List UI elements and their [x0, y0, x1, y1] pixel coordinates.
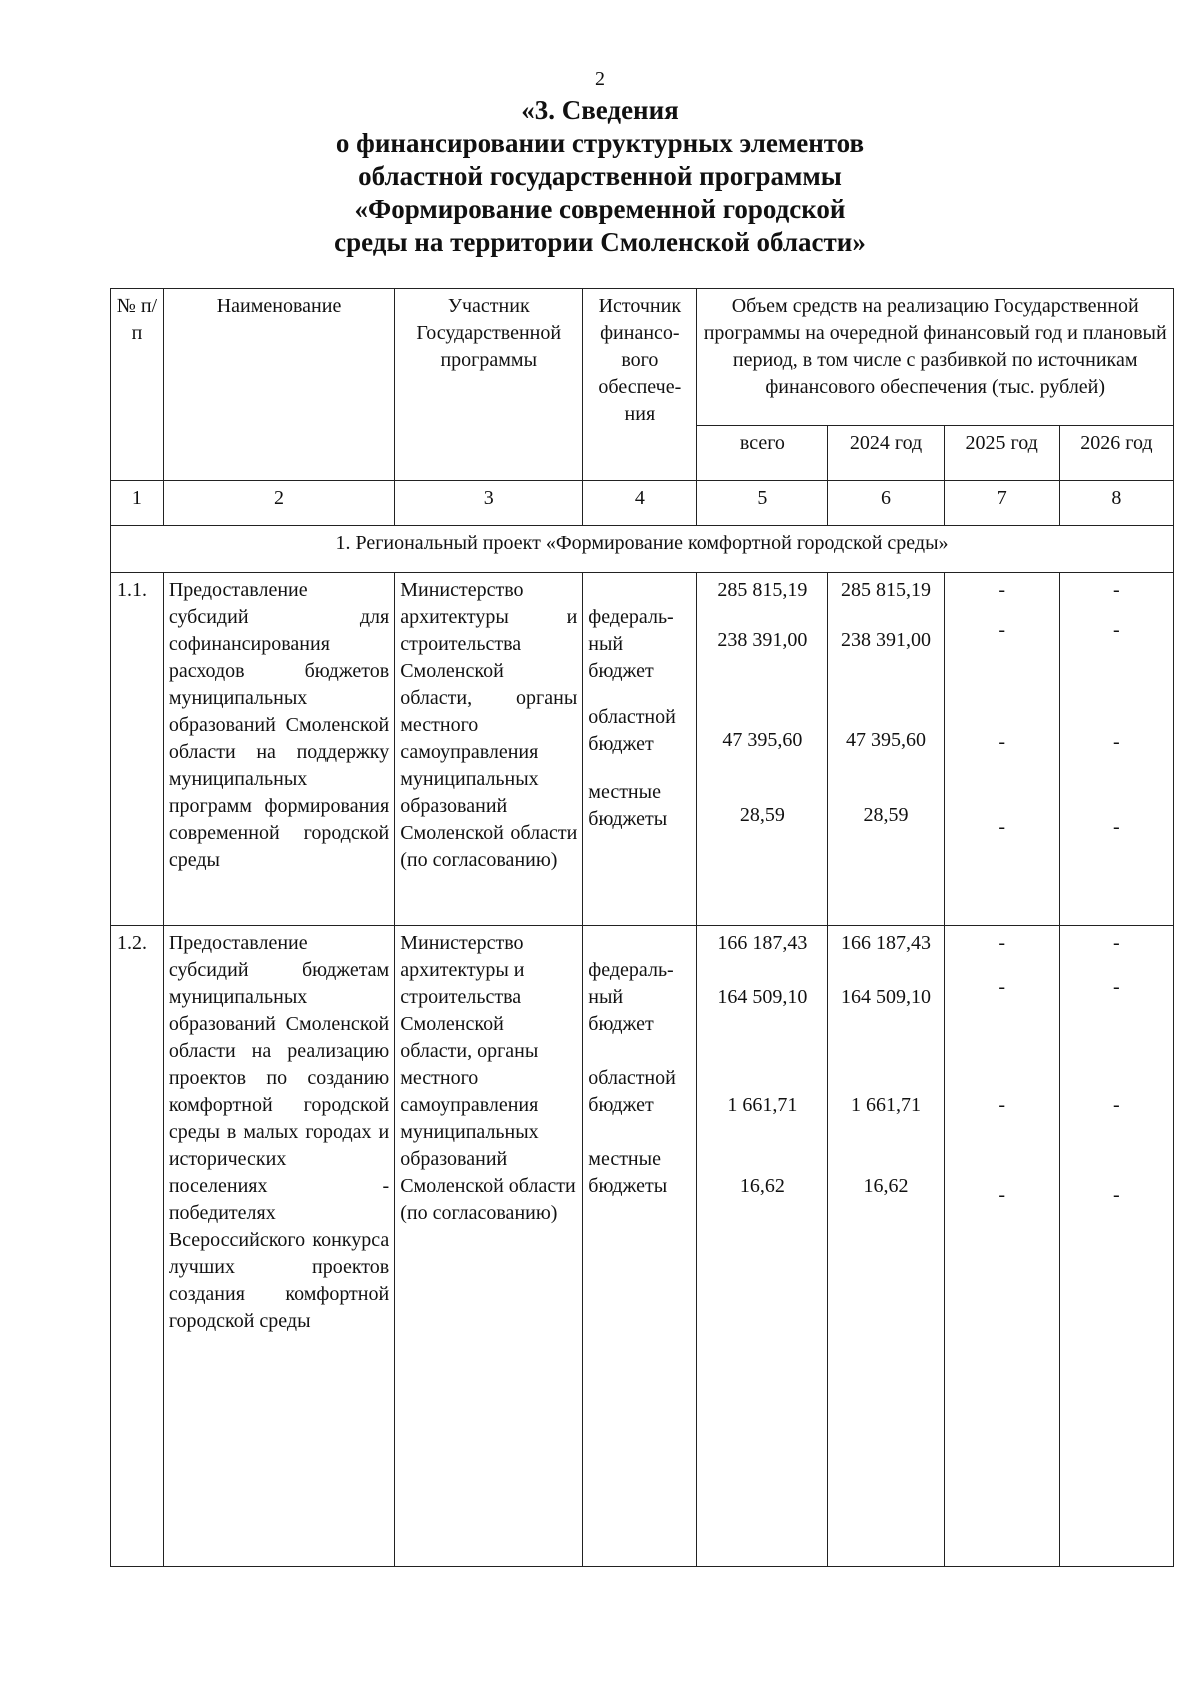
header-2024: 2024 год	[828, 426, 944, 481]
amount: -	[1113, 1094, 1120, 1116]
amount: 28,59	[863, 804, 909, 826]
col-number: 3	[395, 481, 583, 526]
amount: -	[998, 816, 1006, 838]
column-number-row	[111, 481, 1174, 526]
row-sources	[583, 573, 697, 926]
amount: 238 391,00	[841, 629, 932, 651]
amount: 285 815,19	[841, 579, 932, 601]
header-volume: Объем средств на реализацию Государственной программы на очередной финансовый год и плановый период, в том числе с разбивкой по источникам финансового обеспечения (тыс. рублей)	[697, 289, 1174, 426]
amount: 1 661,71	[851, 1094, 922, 1116]
title-line-2: о финансировании структурных элементов	[335, 128, 865, 158]
source-federal: федераль-ный бюджет	[588, 606, 674, 682]
source-local: местные бюджеты	[588, 781, 668, 830]
source-federal: федераль-ный бюджет	[588, 959, 674, 1035]
source-regional: областной бюджет	[588, 1067, 676, 1116]
amount: 1 661,71	[727, 1094, 798, 1116]
section-row	[111, 526, 1174, 573]
amount: -	[998, 932, 1006, 954]
row-participant: Министерство архитектуры и строительства Смоленской области, органы местного самоуправления муниципальных образований Смоленской области (по согласованию)	[395, 573, 583, 926]
title-line-3: областной государственной программы	[358, 161, 842, 191]
row-total	[697, 573, 828, 926]
amount: -	[998, 731, 1006, 753]
row-2025	[944, 926, 1059, 1567]
col-number: 7	[944, 481, 1059, 526]
financing-table	[110, 288, 1174, 1567]
amount: -	[1113, 619, 1120, 641]
source-blank	[588, 930, 691, 957]
row-2026	[1059, 926, 1173, 1567]
row-participant: Министерство архитектуры и строительства Смоленской области, органы местного самоуправления муниципальных образований Смоленской области (по согласованию)	[395, 926, 583, 1567]
document-title	[0, 94, 1200, 259]
row-2025	[944, 573, 1059, 926]
header-name: Наименование	[163, 289, 394, 481]
row-total	[697, 926, 828, 1567]
col-number: 1	[111, 481, 164, 526]
amount: 16,62	[863, 1175, 909, 1197]
amount: -	[1113, 816, 1120, 838]
source-blank	[588, 577, 691, 604]
table-header-row	[111, 289, 1174, 426]
source-regional: областной бюджет	[588, 706, 676, 755]
amount: 166 187,43	[841, 932, 932, 954]
amount: -	[1113, 932, 1120, 954]
amount: 16,62	[739, 1175, 785, 1197]
amount: -	[1113, 579, 1120, 601]
col-number: 2	[163, 481, 394, 526]
row-2026	[1059, 573, 1173, 926]
amount: -	[998, 579, 1006, 601]
header-2025: 2025 год	[944, 426, 1059, 481]
title-line-1: «3. Сведения	[521, 95, 679, 125]
amount: -	[1113, 976, 1120, 998]
amount: 238 391,00	[717, 629, 808, 651]
col-number: 5	[697, 481, 828, 526]
amount: 47 395,60	[722, 729, 803, 751]
row-number: 1.1.	[111, 573, 164, 926]
title-line-5: среды на территории Смоленской области»	[334, 227, 866, 257]
amount: -	[998, 1184, 1006, 1206]
row-sources	[583, 926, 697, 1567]
amount: -	[1113, 731, 1120, 753]
amount: -	[1113, 1184, 1120, 1206]
amount: 28,59	[739, 804, 785, 826]
row-name: Предоставление субсидий бюджетам муниципальных образований Смоленской области на реализацию проектов по созданию комфортной городской среды в малых городах и исторических поселениях - победителях Всероссийского конкурса лучших проектов создания комфортной городской среды	[163, 926, 394, 1567]
col-number: 6	[828, 481, 944, 526]
row-name: Предоставление субсидий для софинансирования расходов бюджетов муниципальных образований Смоленской области на поддержку муниципальных программ формирования современной городской среды	[163, 573, 394, 926]
col-number: 4	[583, 481, 697, 526]
header-source: Источник финансо-вого обеспече-ния	[583, 289, 697, 481]
row-number: 1.2.	[111, 926, 164, 1567]
table-row	[111, 573, 1174, 926]
amount: 166 187,43	[717, 932, 808, 954]
row-2024	[828, 573, 944, 926]
amount: -	[998, 976, 1006, 998]
section-title: 1. Региональный проект «Формирование комфортной городской среды»	[111, 526, 1174, 573]
page-number: 2	[595, 68, 605, 90]
header-participant: Участник Государственной программы	[395, 289, 583, 481]
row-2024	[828, 926, 944, 1567]
table-row	[111, 926, 1174, 1567]
header-total: всего	[697, 426, 828, 481]
source-local: местные бюджеты	[588, 1148, 668, 1197]
col-number: 8	[1059, 481, 1173, 526]
amount: 164 509,10	[841, 986, 932, 1008]
amount: 47 395,60	[846, 729, 927, 751]
header-row-number: № п/п	[111, 289, 164, 481]
amount: 164 509,10	[717, 986, 808, 1008]
amount: 285 815,19	[717, 579, 808, 601]
amount: -	[998, 619, 1006, 641]
header-2026: 2026 год	[1059, 426, 1173, 481]
amount: -	[998, 1094, 1006, 1116]
title-line-4: «Формирование современной городской	[354, 194, 846, 224]
